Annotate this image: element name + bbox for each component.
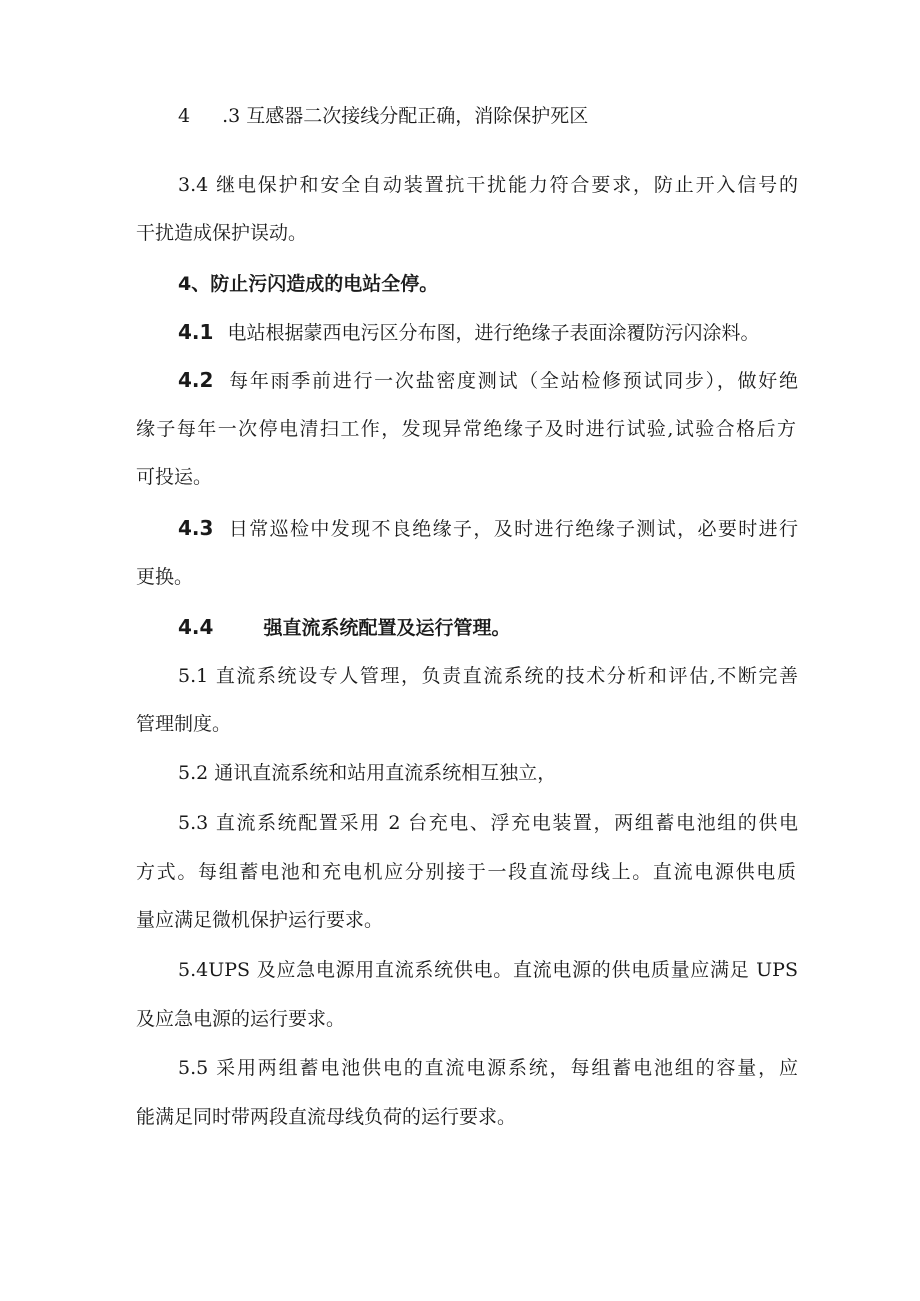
paragraph-3-4-line-2: 干扰造成保护误动。 bbox=[136, 222, 308, 244]
paragraph-5-1-line-1: 5.1 直流系统设专人管理，负责直流系统的技术分析和评估,不断完善 bbox=[178, 665, 798, 687]
paragraph-5-3-line-1: 5.3 直流系统配置采用 2 台充电、浮充电装置，两组蓄电池组的供电 bbox=[178, 812, 798, 834]
paragraph-4-3-line-1 bbox=[178, 516, 798, 541]
section-number: 4.4 bbox=[178, 615, 214, 639]
paragraph-4-3 bbox=[178, 104, 798, 128]
paragraph-5-5-line-1: 5.5 采用两组蓄电池供电的直流电源系统，每组蓄电池组的容量，应 bbox=[178, 1057, 798, 1079]
paragraph-5-2: 5.2 通讯直流系统和站用直流系统相互独立， bbox=[178, 762, 557, 784]
paragraph-4-2-line-2: 缘子每年一次停电清扫工作，发现异常绝缘子及时进行试验,试验合格后方 bbox=[136, 418, 796, 440]
paragraph-5-3-line-3: 量应满足微机保护运行要求。 bbox=[136, 909, 384, 931]
paragraph-5-4-line-2: 及应急电源的运行要求。 bbox=[136, 1008, 346, 1030]
section-number: 4.2 bbox=[178, 368, 214, 392]
paragraph-4-3-line-2: 更换。 bbox=[136, 566, 194, 588]
paragraph-text: 每年雨季前进行一次盐密度测试（全站检修预试同步），做好绝 bbox=[227, 370, 798, 392]
paragraph-4-4 bbox=[178, 615, 798, 640]
paragraph-5-4-line-1: 5.4UPS 及应急电源用直流系统供电。直流电源的供电质量应满足 UPS bbox=[178, 959, 798, 981]
paragraph-4-1 bbox=[178, 320, 798, 345]
paragraph-text: 电站根据蒙西电污区分布图，进行绝缘子表面涂覆防污闪涂料。 bbox=[227, 322, 760, 344]
paragraph-4-2-line-1 bbox=[178, 368, 798, 393]
section-number: 4 bbox=[178, 105, 191, 127]
paragraph-5-3-line-2: 方式。每组蓄电池和充电机应分别接于一段直流母线上。直流电源供电质 bbox=[136, 861, 796, 883]
section-heading-text: 强直流系统配置及运行管理。 bbox=[263, 617, 511, 639]
paragraph-4-2-line-3: 可投运。 bbox=[136, 466, 213, 488]
paragraph-5-1-line-2: 管理制度。 bbox=[136, 713, 232, 735]
section-number: 4.1 bbox=[178, 320, 214, 344]
section-number: 4.3 bbox=[178, 516, 214, 540]
paragraph-5-5-line-2: 能满足同时带两段直流母线负荷的运行要求。 bbox=[136, 1106, 517, 1128]
paragraph-text: .3 互感器二次接线分配正确，消除保护死区 bbox=[222, 105, 589, 127]
section-heading-4: 4、防止污闪造成的电站全停。 bbox=[178, 273, 439, 295]
paragraph-3-4-line-1: 3.4 继电保护和安全自动装置抗干扰能力符合要求，防止开入信号的 bbox=[178, 174, 798, 196]
paragraph-text: 日常巡检中发现不良绝缘子，及时进行绝缘子测试，必要时进行 bbox=[227, 518, 798, 540]
